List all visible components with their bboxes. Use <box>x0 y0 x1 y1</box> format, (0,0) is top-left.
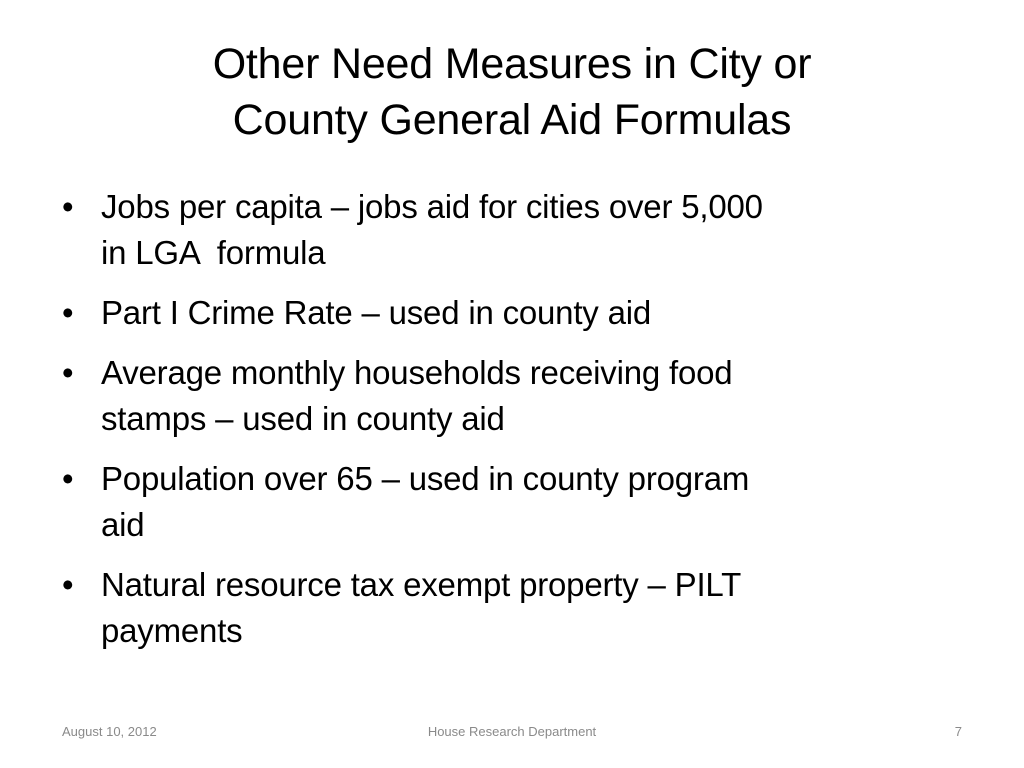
bullet-text-line: in LGA formula <box>101 234 326 271</box>
slide-title <box>60 36 964 148</box>
bullet-dot-icon: • <box>62 460 74 497</box>
footer-date: August 10, 2012 <box>62 724 157 739</box>
bullet-dot-icon: • <box>62 354 74 391</box>
bullet-text-line: Population over 65 – used in county program <box>101 460 750 497</box>
bullet-dot-icon: • <box>62 294 74 331</box>
bullet-item <box>60 290 960 336</box>
bullet-text-line: aid <box>101 506 145 543</box>
bullet-list <box>60 184 960 668</box>
bullet-dot-icon: • <box>62 188 74 225</box>
bullet-text-line: Natural resource tax exempt property – PILT <box>101 566 742 603</box>
bullet-item <box>60 562 960 654</box>
footer-page-number: 7 <box>954 724 962 739</box>
bullet-text-line: Average monthly households receiving food <box>101 354 733 391</box>
bullet-item <box>60 184 960 276</box>
footer-department: House Research Department <box>427 724 597 739</box>
bullet-text-line: payments <box>101 612 243 649</box>
bullet-dot-icon: • <box>62 566 74 603</box>
slide-title-line: Other Need Measures in City or <box>212 40 812 88</box>
bullet-text-line: stamps – used in county aid <box>101 400 505 437</box>
bullet-text-line: Part I Crime Rate – used in county aid <box>101 294 652 331</box>
bullet-text-line: Jobs per capita – jobs aid for cities over 5,000 <box>101 188 763 225</box>
slide-title-line: County General Aid Formulas <box>232 96 792 144</box>
bullet-item <box>60 456 960 548</box>
bullet-item <box>60 350 960 442</box>
